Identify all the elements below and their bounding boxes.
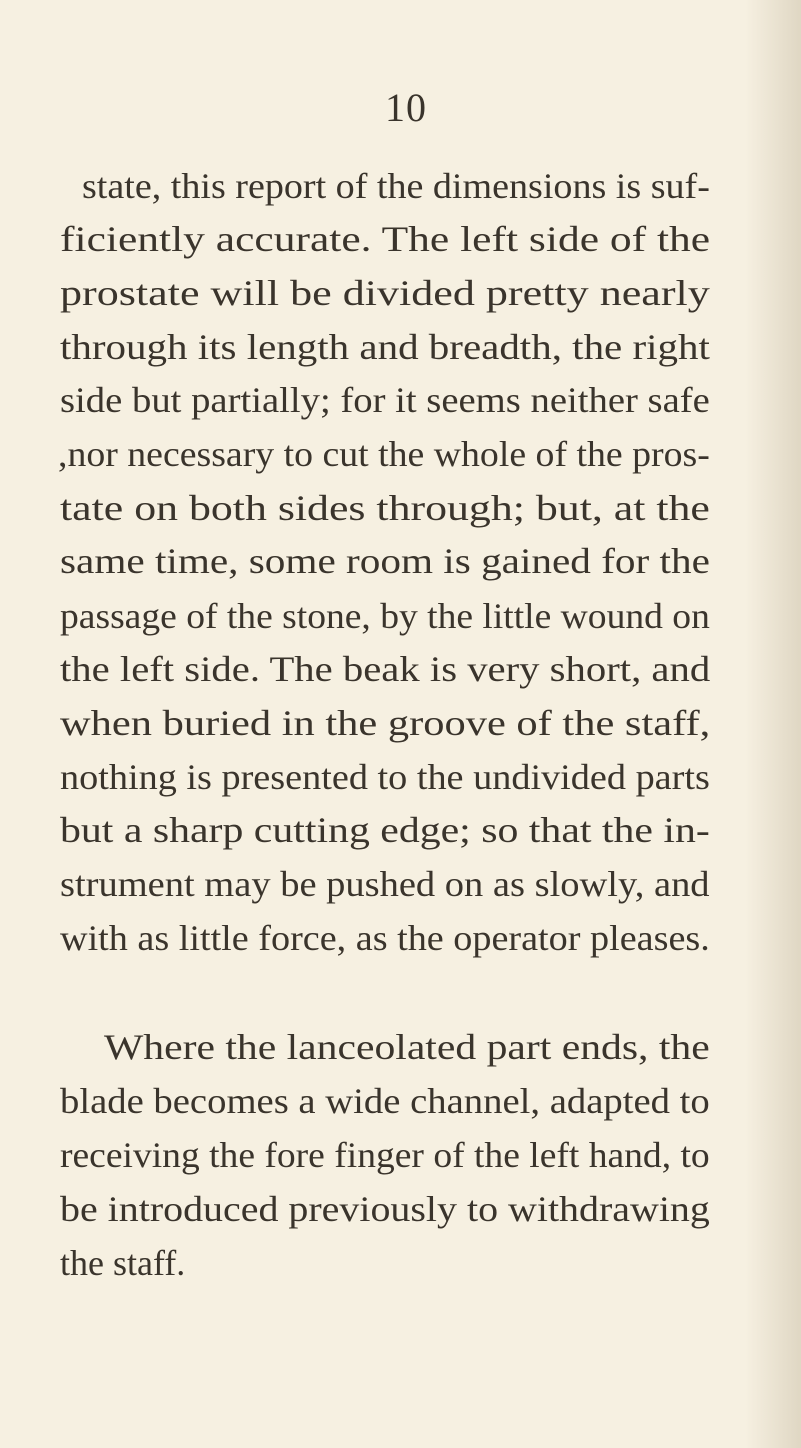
text-line: Where the lanceolated part ends, the [104,1027,710,1067]
text-line: side but partially; for it seems neither safe [60,380,710,420]
text-line: be introduced previously to withdrawing [60,1189,710,1229]
text-line: state, this report of the dimensions is suf- [82,166,710,206]
text-line: when buried in the groove of the staff, [60,703,711,743]
text-line: through its length and breadth, the right [60,327,710,367]
text-line: the staff. [60,1243,186,1283]
text-line: receiving the fore finger of the left hand, to [60,1135,710,1175]
text-line: nothing is presented to the undivided parts [60,757,710,797]
text-line: blade becomes a wide channel, adapted to [60,1081,710,1121]
text-line: with as little force, as the operator pleases. [60,918,710,958]
text-line: ficiently accurate. The left side of the [60,219,711,259]
text-line: the left side. The beak is very short, and [60,649,711,689]
text-line: same time, some room is gained for the [60,541,710,581]
text-line: but a sharp cutting edge; so that the in- [60,810,710,850]
page-number: 10 [385,85,427,130]
text-line: ,nor necessary to cut the whole of the pros- [58,434,710,474]
text-line: strument may be pushed on as slowly, and [60,864,710,904]
text-line: tate on both sides through; but, at the [60,488,710,528]
text-line: prostate will be divided pretty nearly [60,273,710,313]
text-line: passage of the stone, by the little wound on [60,596,710,636]
